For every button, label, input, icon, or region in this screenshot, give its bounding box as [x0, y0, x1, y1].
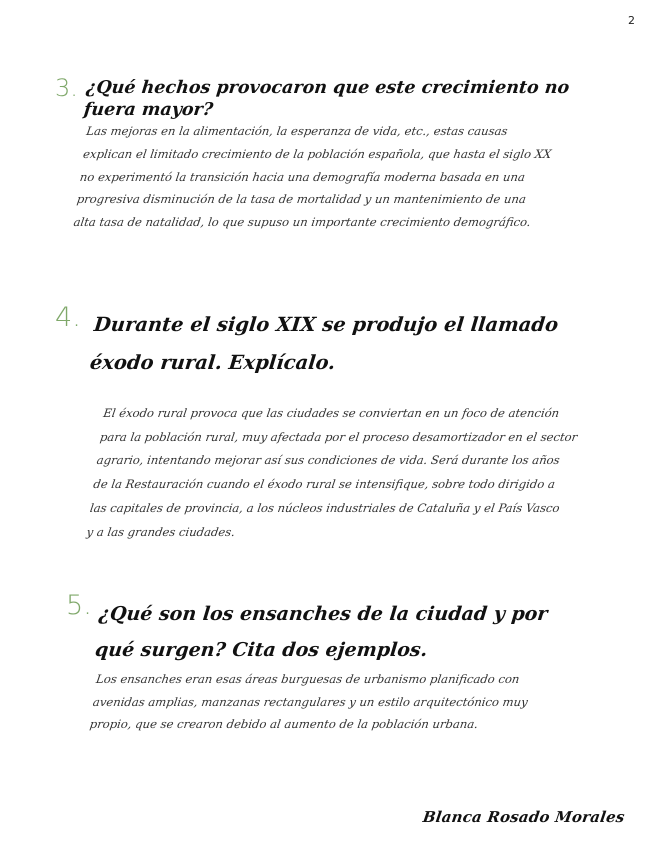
page-number: 2: [628, 14, 635, 27]
question-3-answer: Las mejoras en la alimentación, la esperanza de vida, etc., estas causas explican el limitado crecimiento de la población española, que hasta el siglo XX no experimentó la transición hacia una demografía moderna basada en una progresiva disminución de la tasa de mortalidad y un mantenimiento de una alta tasa de natalidad, lo que supuso un importante crecimiento demográfico.: [72, 124, 553, 230]
question-3-title: ¿Qué hechos provocaron que este crecimiento no fuera mayor?: [82, 78, 571, 120]
question-3-number: 3 .: [55, 74, 78, 102]
question-4-answer: El éxodo rural provoca que las ciudades se conviertan en un foco de atención para la población rural, muy afectada por el proceso desamortizador en el sector agrario, intentando mejorar así sus condiciones de vida. Será durante los años de la Restauración cuando el éxodo rural se intensifique, sobre todo dirigido a las capitales de provincia, a los núcleos industriales de Cataluña y el País Vasco y a las grandes ciudades.: [85, 406, 579, 539]
question-5-title: ¿Qué son los ensanches de la ciudad y por qué surgen? Cita dos ejemplos.: [93, 603, 549, 661]
question-4-number: 4 .: [55, 302, 81, 333]
question-5-answer: Los ensanches eran esas áreas burguesas de urbanismo planificado con avenidas amplias, manzanas rectangulares y un estilo arquitectónico muy propio, que se crearon debido al aumento de la población urbana.: [88, 672, 529, 731]
question-5-number: 5 .: [66, 590, 92, 621]
question-4-title: Durante el siglo XIX se produjo el llamado éxodo rural. Explícalo.: [88, 313, 560, 374]
author-signature: Blanca Rosado Morales: [422, 808, 627, 826]
